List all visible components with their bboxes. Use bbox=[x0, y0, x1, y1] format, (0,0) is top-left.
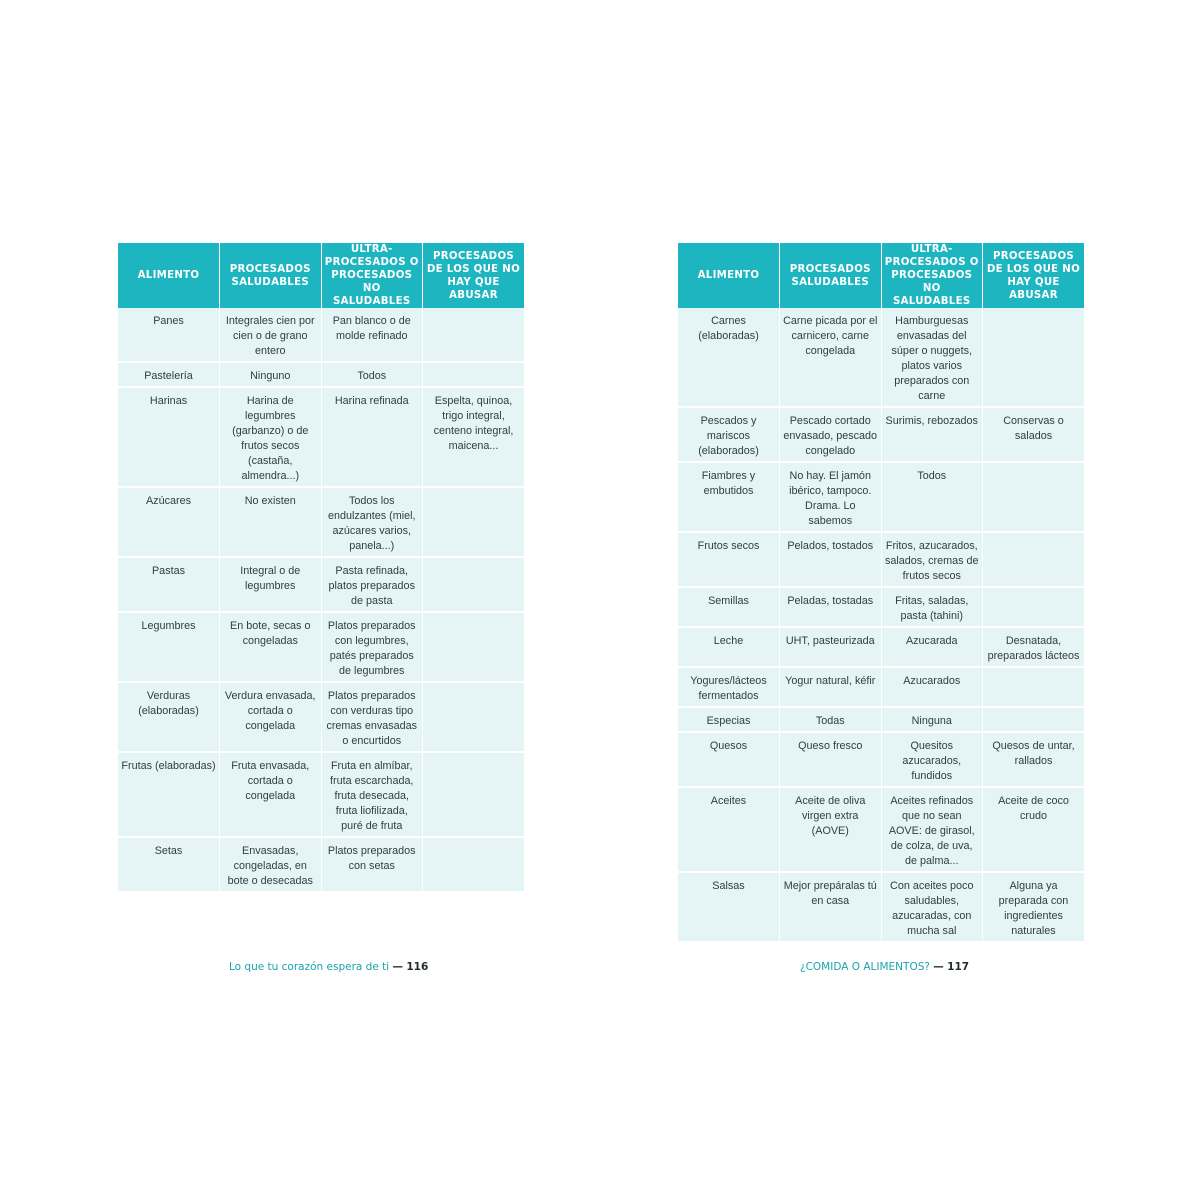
cell-alimento: Yogures/lácteos fermentados bbox=[678, 667, 780, 707]
cell-ultraprocesados: Fruta en almíbar, fruta escarchada, fruta desecada, fruta liofilizada, puré de fruta bbox=[321, 752, 423, 837]
cell-ultraprocesados: Con aceites poco saludables, azucaradas, con mucha sal bbox=[881, 872, 983, 941]
header-alimento: ALIMENTO bbox=[118, 243, 220, 308]
right-page bbox=[678, 243, 1084, 941]
cell-alimento: Verduras (elaboradas) bbox=[118, 682, 220, 752]
cell-ultraprocesados: Todos bbox=[321, 362, 423, 387]
table-row bbox=[118, 387, 524, 487]
footer-dash: — bbox=[933, 961, 944, 973]
table-row bbox=[678, 627, 1084, 667]
cell-no-abusar bbox=[983, 308, 1085, 407]
cell-ultraprocesados: Fritos, azucarados, salados, cremas de frutos secos bbox=[881, 532, 983, 587]
cell-ultraprocesados: Quesitos azucarados, fundidos bbox=[881, 732, 983, 787]
header-procesados-saludables: PROCESADOS SALUDABLES bbox=[220, 243, 322, 308]
page-number: 117 bbox=[947, 961, 970, 973]
cell-no-abusar bbox=[423, 682, 525, 752]
cell-saludables: Mejor prepáralas tú en casa bbox=[780, 872, 882, 941]
cell-alimento: Frutas (elaboradas) bbox=[118, 752, 220, 837]
table-row bbox=[678, 532, 1084, 587]
cell-ultraprocesados: Fritas, saladas, pasta (tahini) bbox=[881, 587, 983, 627]
table-row bbox=[678, 667, 1084, 707]
cell-alimento: Aceites bbox=[678, 787, 780, 872]
table-row bbox=[118, 752, 524, 837]
cell-saludables: Envasadas, congeladas, en bote o desecadas bbox=[220, 837, 322, 891]
cell-ultraprocesados: Hamburguesas envasadas del súper o nuggets, platos varios preparados con carne bbox=[881, 308, 983, 407]
cell-saludables: Peladas, tostadas bbox=[780, 587, 882, 627]
table-header-row bbox=[678, 243, 1084, 308]
cell-saludables: Pelados, tostados bbox=[780, 532, 882, 587]
cell-ultraprocesados: Harina refinada bbox=[321, 387, 423, 487]
cell-alimento: Pastas bbox=[118, 557, 220, 612]
cell-ultraprocesados: Surimis, rebozados bbox=[881, 407, 983, 462]
table-row bbox=[678, 308, 1084, 407]
cell-ultraprocesados: Azucarados bbox=[881, 667, 983, 707]
cell-ultraprocesados: Pasta refinada, platos preparados de pasta bbox=[321, 557, 423, 612]
cell-no-abusar bbox=[983, 462, 1085, 532]
header-no-abusar: PROCESADOS DE LOS QUE NO HAY QUE ABUSAR bbox=[983, 243, 1085, 308]
table-row bbox=[678, 787, 1084, 872]
cell-saludables: En bote, secas o congeladas bbox=[220, 612, 322, 682]
cell-no-abusar: Aceite de coco crudo bbox=[983, 787, 1085, 872]
table-row bbox=[118, 682, 524, 752]
header-alimento: ALIMENTO bbox=[678, 243, 780, 308]
cell-saludables: Todas bbox=[780, 707, 882, 732]
table-row bbox=[678, 462, 1084, 532]
cell-saludables: Verdura envasada, cortada o congelada bbox=[220, 682, 322, 752]
cell-no-abusar bbox=[983, 707, 1085, 732]
cell-no-abusar bbox=[423, 837, 525, 891]
left-page-footer bbox=[229, 961, 428, 973]
cell-no-abusar: Quesos de untar, rallados bbox=[983, 732, 1085, 787]
header-ultraprocesados: ULTRA-PROCESADOS O PROCESADOS NO SALUDABLES bbox=[881, 243, 983, 308]
cell-no-abusar: Desnatada, preparados lácteos bbox=[983, 627, 1085, 667]
cell-saludables: Queso fresco bbox=[780, 732, 882, 787]
cell-alimento: Leche bbox=[678, 627, 780, 667]
cell-no-abusar bbox=[423, 487, 525, 557]
cell-no-abusar: Alguna ya preparada con ingredientes naturales bbox=[983, 872, 1085, 941]
header-procesados-saludables: PROCESADOS SALUDABLES bbox=[780, 243, 882, 308]
cell-alimento: Especias bbox=[678, 707, 780, 732]
cell-no-abusar bbox=[983, 587, 1085, 627]
cell-saludables: No existen bbox=[220, 487, 322, 557]
cell-saludables: Fruta envasada, cortada o congelada bbox=[220, 752, 322, 837]
table-row bbox=[678, 872, 1084, 941]
cell-alimento: Frutos secos bbox=[678, 532, 780, 587]
cell-alimento: Legumbres bbox=[118, 612, 220, 682]
cell-ultraprocesados: Todos los endulzantes (miel, azúcares varios, panela...) bbox=[321, 487, 423, 557]
cell-ultraprocesados: Platos preparados con setas bbox=[321, 837, 423, 891]
table-row bbox=[678, 587, 1084, 627]
cell-alimento: Fiambres y embutidos bbox=[678, 462, 780, 532]
cell-ultraprocesados: Platos preparados con legumbres, patés preparados de legumbres bbox=[321, 612, 423, 682]
chapter-title: ¿COMIDA O ALIMENTOS? bbox=[800, 961, 930, 973]
cell-alimento: Quesos bbox=[678, 732, 780, 787]
cell-ultraprocesados: Pan blanco o de molde refinado bbox=[321, 308, 423, 362]
table-row bbox=[118, 362, 524, 387]
cell-no-abusar: Espelta, quinoa, trigo integral, centeno integral, maicena... bbox=[423, 387, 525, 487]
table-header-row bbox=[118, 243, 524, 308]
cell-alimento: Carnes (elaboradas) bbox=[678, 308, 780, 407]
table-row bbox=[118, 837, 524, 891]
cell-saludables: Aceite de oliva virgen extra (AOVE) bbox=[780, 787, 882, 872]
cell-saludables: Pescado cortado envasado, pescado congelado bbox=[780, 407, 882, 462]
cell-saludables: Integrales cien por cien o de grano entero bbox=[220, 308, 322, 362]
cell-saludables: No hay. El jamón ibérico, tampoco. Drama. Lo sabemos bbox=[780, 462, 882, 532]
table-row bbox=[118, 308, 524, 362]
cell-alimento: Semillas bbox=[678, 587, 780, 627]
cell-alimento: Salsas bbox=[678, 872, 780, 941]
cell-alimento: Setas bbox=[118, 837, 220, 891]
cell-saludables: Integral o de legumbres bbox=[220, 557, 322, 612]
table-row bbox=[118, 612, 524, 682]
cell-ultraprocesados: Platos preparados con verduras tipo cremas envasadas o encurtidos bbox=[321, 682, 423, 752]
cell-no-abusar: Conservas o salados bbox=[983, 407, 1085, 462]
cell-no-abusar bbox=[423, 752, 525, 837]
food-classification-table bbox=[678, 243, 1084, 941]
right-page-footer bbox=[800, 961, 969, 973]
cell-no-abusar bbox=[983, 667, 1085, 707]
cell-ultraprocesados: Todos bbox=[881, 462, 983, 532]
cell-alimento: Azúcares bbox=[118, 487, 220, 557]
cell-alimento: Pescados y mariscos (elaborados) bbox=[678, 407, 780, 462]
cell-alimento: Harinas bbox=[118, 387, 220, 487]
cell-ultraprocesados: Ninguna bbox=[881, 707, 983, 732]
table-row bbox=[678, 407, 1084, 462]
cell-no-abusar bbox=[423, 362, 525, 387]
cell-alimento: Pastelería bbox=[118, 362, 220, 387]
cell-saludables: UHT, pasteurizada bbox=[780, 627, 882, 667]
table-row bbox=[118, 487, 524, 557]
cell-ultraprocesados: Azucarada bbox=[881, 627, 983, 667]
cell-saludables: Ninguno bbox=[220, 362, 322, 387]
page-number: 116 bbox=[406, 961, 429, 973]
cell-ultraprocesados: Aceites refinados que no sean AOVE: de girasol, de colza, de uva, de palma... bbox=[881, 787, 983, 872]
left-page bbox=[118, 243, 524, 891]
cell-no-abusar bbox=[983, 532, 1085, 587]
cell-saludables: Yogur natural, kéfir bbox=[780, 667, 882, 707]
table-row bbox=[678, 732, 1084, 787]
cell-saludables: Carne picada por el carnicero, carne congelada bbox=[780, 308, 882, 407]
header-ultraprocesados: ULTRA-PROCESADOS O PROCESADOS NO SALUDABLES bbox=[321, 243, 423, 308]
cell-saludables: Harina de legumbres (garbanzo) o de frutos secos (castaña, almendra...) bbox=[220, 387, 322, 487]
food-classification-table bbox=[118, 243, 524, 891]
header-no-abusar: PROCESADOS DE LOS QUE NO HAY QUE ABUSAR bbox=[423, 243, 525, 308]
cell-no-abusar bbox=[423, 308, 525, 362]
cell-no-abusar bbox=[423, 612, 525, 682]
footer-dash: — bbox=[392, 961, 404, 973]
book-title: Lo que tu corazón espera de ti bbox=[229, 961, 390, 973]
table-row bbox=[118, 557, 524, 612]
cell-alimento: Panes bbox=[118, 308, 220, 362]
cell-no-abusar bbox=[423, 557, 525, 612]
table-row bbox=[678, 707, 1084, 732]
